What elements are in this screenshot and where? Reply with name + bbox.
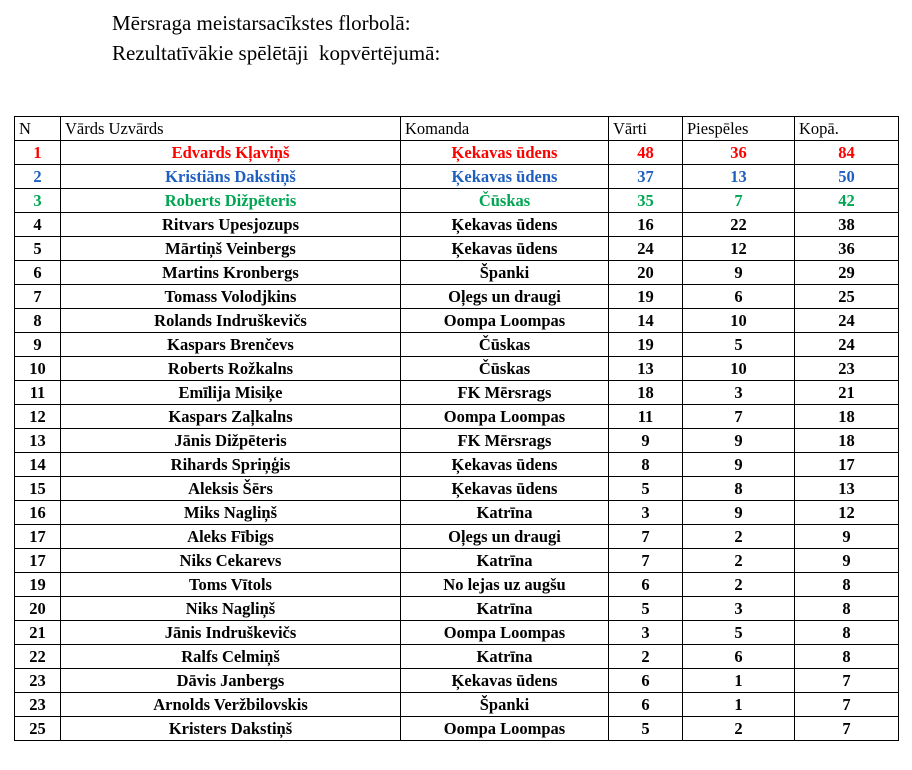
cell-player: Kristers Dakstiņš xyxy=(61,717,401,741)
cell-goals: 6 xyxy=(609,669,683,693)
cell-goals: 20 xyxy=(609,261,683,285)
table-row xyxy=(15,597,899,621)
cell-goals: 35 xyxy=(609,189,683,213)
cell-rank: 17 xyxy=(15,549,61,573)
cell-total: 24 xyxy=(795,309,899,333)
cell-goals: 16 xyxy=(609,213,683,237)
cell-rank: 22 xyxy=(15,645,61,669)
cell-goals: 2 xyxy=(609,645,683,669)
cell-assists: 10 xyxy=(683,357,795,381)
cell-team: No lejas uz augšu xyxy=(401,573,609,597)
table-row xyxy=(15,621,899,645)
table-row xyxy=(15,573,899,597)
table-row xyxy=(15,237,899,261)
cell-goals: 24 xyxy=(609,237,683,261)
table-body xyxy=(15,141,899,741)
column-header-name: Vārds Uzvārds xyxy=(61,117,401,141)
table-row xyxy=(15,549,899,573)
cell-player: Emīlija Misiķe xyxy=(61,381,401,405)
cell-team: Oļegs un draugi xyxy=(401,525,609,549)
cell-total: 50 xyxy=(795,165,899,189)
cell-team: Katrīna xyxy=(401,645,609,669)
cell-player: Tomass Volodjkins xyxy=(61,285,401,309)
cell-team: Španki xyxy=(401,693,609,717)
cell-team: Oompa Loompas xyxy=(401,405,609,429)
cell-assists: 9 xyxy=(683,429,795,453)
cell-goals: 7 xyxy=(609,549,683,573)
cell-total: 8 xyxy=(795,597,899,621)
cell-total: 24 xyxy=(795,333,899,357)
cell-player: Roberts Rožkalns xyxy=(61,357,401,381)
table-row xyxy=(15,645,899,669)
cell-assists: 7 xyxy=(683,405,795,429)
cell-rank: 11 xyxy=(15,381,61,405)
cell-total: 18 xyxy=(795,429,899,453)
cell-goals: 3 xyxy=(609,621,683,645)
cell-player: Aleksis Šērs xyxy=(61,477,401,501)
cell-team: Ķekavas ūdens xyxy=(401,237,609,261)
standings-table xyxy=(14,116,899,741)
cell-assists: 3 xyxy=(683,381,795,405)
table-row xyxy=(15,189,899,213)
cell-total: 8 xyxy=(795,645,899,669)
cell-goals: 18 xyxy=(609,381,683,405)
cell-total: 23 xyxy=(795,357,899,381)
cell-total: 36 xyxy=(795,237,899,261)
cell-team: Španki xyxy=(401,261,609,285)
table-row xyxy=(15,333,899,357)
cell-assists: 5 xyxy=(683,333,795,357)
cell-rank: 19 xyxy=(15,573,61,597)
cell-goals: 8 xyxy=(609,453,683,477)
cell-total: 7 xyxy=(795,669,899,693)
table-row xyxy=(15,285,899,309)
cell-assists: 36 xyxy=(683,141,795,165)
cell-player: Rihards Spriņģis xyxy=(61,453,401,477)
cell-goals: 11 xyxy=(609,405,683,429)
cell-rank: 20 xyxy=(15,597,61,621)
cell-total: 13 xyxy=(795,477,899,501)
cell-player: Mārtiņš Veinbergs xyxy=(61,237,401,261)
cell-assists: 2 xyxy=(683,549,795,573)
cell-total: 8 xyxy=(795,573,899,597)
cell-rank: 16 xyxy=(15,501,61,525)
cell-team: Ķekavas ūdens xyxy=(401,453,609,477)
cell-team: Oļegs un draugi xyxy=(401,285,609,309)
column-header-assists: Piespēles xyxy=(683,117,795,141)
cell-assists: 13 xyxy=(683,165,795,189)
cell-goals: 37 xyxy=(609,165,683,189)
cell-rank: 15 xyxy=(15,477,61,501)
cell-assists: 2 xyxy=(683,573,795,597)
cell-rank: 2 xyxy=(15,165,61,189)
cell-goals: 6 xyxy=(609,573,683,597)
cell-rank: 10 xyxy=(15,357,61,381)
cell-player: Rolands Indruškevičs xyxy=(61,309,401,333)
cell-goals: 6 xyxy=(609,693,683,717)
cell-assists: 3 xyxy=(683,597,795,621)
cell-rank: 6 xyxy=(15,261,61,285)
cell-rank: 9 xyxy=(15,333,61,357)
cell-player: Martins Kronbergs xyxy=(61,261,401,285)
table-row xyxy=(15,717,899,741)
table-row xyxy=(15,213,899,237)
cell-rank: 14 xyxy=(15,453,61,477)
table-row xyxy=(15,405,899,429)
cell-team: Ķekavas ūdens xyxy=(401,477,609,501)
cell-player: Edvards Kļaviņš xyxy=(61,141,401,165)
table-row xyxy=(15,357,899,381)
cell-total: 7 xyxy=(795,717,899,741)
cell-rank: 17 xyxy=(15,525,61,549)
cell-player: Ralfs Celmiņš xyxy=(61,645,401,669)
table-row xyxy=(15,429,899,453)
cell-goals: 48 xyxy=(609,141,683,165)
column-header-goals: Vārti xyxy=(609,117,683,141)
cell-team: Katrīna xyxy=(401,549,609,573)
cell-assists: 6 xyxy=(683,285,795,309)
table-row xyxy=(15,693,899,717)
column-header-total: Kopā. xyxy=(795,117,899,141)
cell-player: Toms Vītols xyxy=(61,573,401,597)
cell-goals: 13 xyxy=(609,357,683,381)
column-header-number: N xyxy=(15,117,61,141)
cell-assists: 5 xyxy=(683,621,795,645)
cell-assists: 6 xyxy=(683,645,795,669)
cell-rank: 1 xyxy=(15,141,61,165)
cell-goals: 14 xyxy=(609,309,683,333)
title-line-1: Mērsraga meistarsacīkstes florbolā: xyxy=(112,11,411,35)
cell-assists: 2 xyxy=(683,525,795,549)
cell-rank: 5 xyxy=(15,237,61,261)
cell-rank: 12 xyxy=(15,405,61,429)
table-row xyxy=(15,501,899,525)
cell-goals: 3 xyxy=(609,501,683,525)
cell-rank: 23 xyxy=(15,669,61,693)
table-row xyxy=(15,309,899,333)
cell-team: Ķekavas ūdens xyxy=(401,141,609,165)
cell-goals: 7 xyxy=(609,525,683,549)
cell-player: Jānis Dižpēteris xyxy=(61,429,401,453)
cell-rank: 7 xyxy=(15,285,61,309)
cell-total: 84 xyxy=(795,141,899,165)
cell-goals: 19 xyxy=(609,333,683,357)
cell-assists: 9 xyxy=(683,501,795,525)
cell-goals: 5 xyxy=(609,597,683,621)
cell-team: Čūskas xyxy=(401,333,609,357)
title-line-2: Rezultatīvākie spēlētāji kopvērtējumā: xyxy=(112,41,441,65)
cell-goals: 19 xyxy=(609,285,683,309)
cell-assists: 10 xyxy=(683,309,795,333)
cell-total: 17 xyxy=(795,453,899,477)
cell-total: 18 xyxy=(795,405,899,429)
cell-team: Ķekavas ūdens xyxy=(401,213,609,237)
cell-player: Miks Nagliņš xyxy=(61,501,401,525)
table-row xyxy=(15,381,899,405)
cell-team: Katrīna xyxy=(401,597,609,621)
document-title xyxy=(0,0,912,68)
cell-assists: 1 xyxy=(683,693,795,717)
cell-team: Katrīna xyxy=(401,501,609,525)
cell-assists: 8 xyxy=(683,477,795,501)
cell-player: Kaspars Brenčevs xyxy=(61,333,401,357)
table-header-row xyxy=(15,117,899,141)
cell-team: Oompa Loompas xyxy=(401,621,609,645)
cell-total: 21 xyxy=(795,381,899,405)
column-header-team: Komanda xyxy=(401,117,609,141)
cell-team: Ķekavas ūdens xyxy=(401,165,609,189)
cell-total: 9 xyxy=(795,549,899,573)
cell-assists: 9 xyxy=(683,453,795,477)
cell-assists: 7 xyxy=(683,189,795,213)
cell-team: Oompa Loompas xyxy=(401,717,609,741)
cell-goals: 5 xyxy=(609,477,683,501)
cell-assists: 22 xyxy=(683,213,795,237)
table-row xyxy=(15,165,899,189)
cell-rank: 3 xyxy=(15,189,61,213)
cell-rank: 13 xyxy=(15,429,61,453)
cell-total: 29 xyxy=(795,261,899,285)
cell-rank: 8 xyxy=(15,309,61,333)
cell-total: 9 xyxy=(795,525,899,549)
cell-goals: 5 xyxy=(609,717,683,741)
cell-rank: 4 xyxy=(15,213,61,237)
cell-team: FK Mērsrags xyxy=(401,381,609,405)
cell-total: 42 xyxy=(795,189,899,213)
cell-player: Ritvars Upesjozups xyxy=(61,213,401,237)
cell-assists: 1 xyxy=(683,669,795,693)
cell-rank: 21 xyxy=(15,621,61,645)
cell-player: Niks Nagliņš xyxy=(61,597,401,621)
cell-total: 7 xyxy=(795,693,899,717)
cell-goals: 9 xyxy=(609,429,683,453)
table-row xyxy=(15,453,899,477)
cell-rank: 23 xyxy=(15,693,61,717)
cell-total: 25 xyxy=(795,285,899,309)
cell-assists: 12 xyxy=(683,237,795,261)
cell-player: Kristiāns Dakstiņš xyxy=(61,165,401,189)
cell-assists: 9 xyxy=(683,261,795,285)
cell-team: Čūskas xyxy=(401,189,609,213)
cell-player: Kaspars Zaļkalns xyxy=(61,405,401,429)
cell-team: Čūskas xyxy=(401,357,609,381)
table-row xyxy=(15,525,899,549)
cell-player: Arnolds Veržbilovskis xyxy=(61,693,401,717)
cell-team: Oompa Loompas xyxy=(401,309,609,333)
table-row xyxy=(15,261,899,285)
cell-total: 12 xyxy=(795,501,899,525)
cell-player: Aleks Fībigs xyxy=(61,525,401,549)
cell-total: 38 xyxy=(795,213,899,237)
standings-table-wrapper xyxy=(14,116,898,741)
table-row xyxy=(15,141,899,165)
table-header xyxy=(15,117,899,141)
cell-player: Jānis Indruškevičs xyxy=(61,621,401,645)
cell-assists: 2 xyxy=(683,717,795,741)
table-row xyxy=(15,477,899,501)
cell-team: Ķekavas ūdens xyxy=(401,669,609,693)
cell-team: FK Mērsrags xyxy=(401,429,609,453)
cell-player: Niks Cekarevs xyxy=(61,549,401,573)
cell-total: 8 xyxy=(795,621,899,645)
cell-player: Dāvis Janbergs xyxy=(61,669,401,693)
table-row xyxy=(15,669,899,693)
cell-player: Roberts Dižpēteris xyxy=(61,189,401,213)
cell-rank: 25 xyxy=(15,717,61,741)
